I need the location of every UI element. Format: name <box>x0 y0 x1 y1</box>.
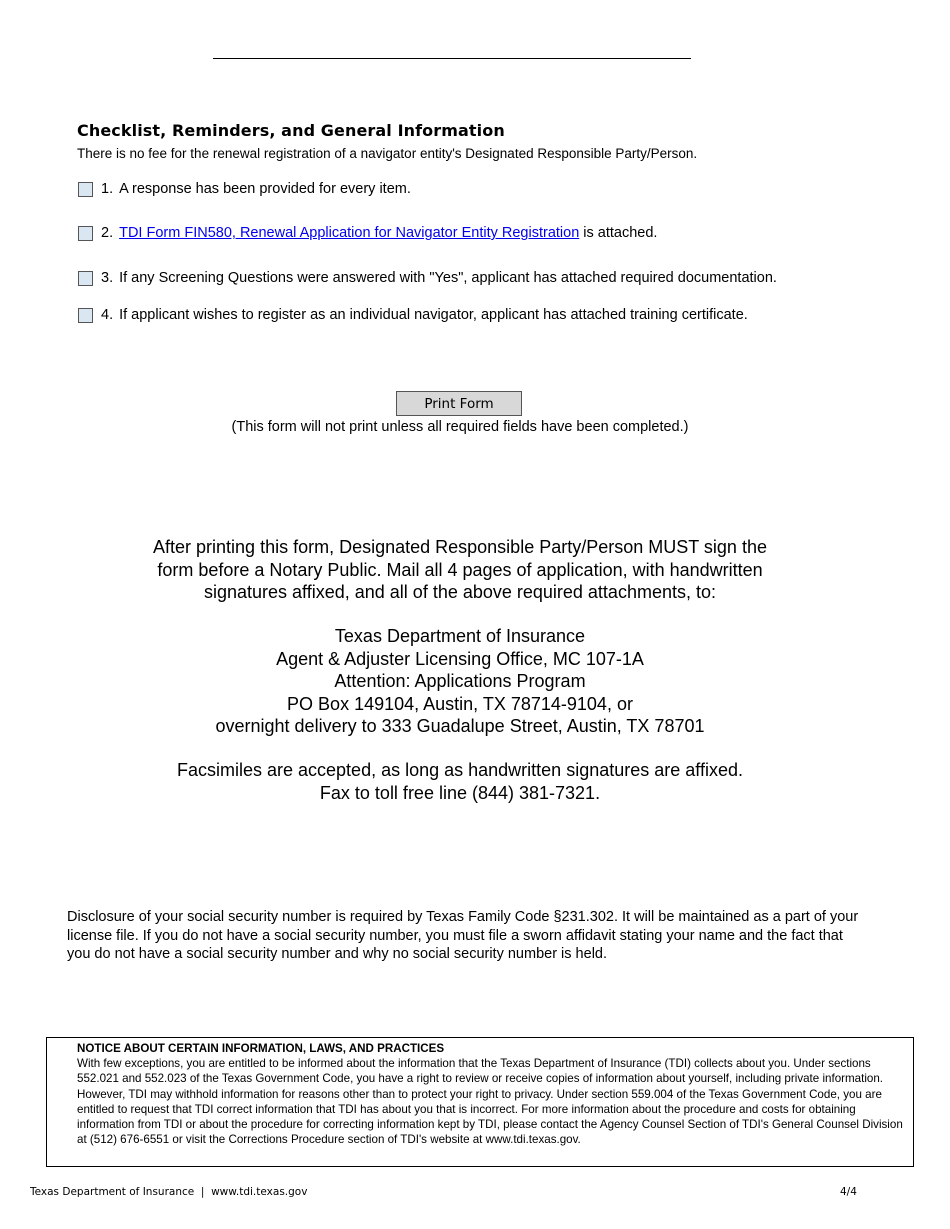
notice-body: With few exceptions, you are entitled to be informed about the information that the Texas Department of Insurance (TDI) collects about you. Under sections 552.021 and 552.023 of the Texas Government Code, you have a right to review or receive copies of information about yourself, including private information. However, TDI may withhold information for reasons other than to protect your right to privacy. Under section 559.004 of the Texas Government Code, you are entitled to request that TDI correct information that TDI has about you that is incorrect. For more information about the procedure and costs for obtaining information from TDI or about the procedure for correcting information kept by TDI, please contact the Agency Counsel Section of TDI's General Counsel Division at (512) 676-6551 or visit the Corrections Procedure section of TDI's website at www.tdi.texas.gov. <box>77 1057 903 1147</box>
checkbox-1[interactable] <box>78 182 93 197</box>
mailing-instructions <box>0 536 920 604</box>
address-line: overnight delivery to 333 Guadalupe Street, Austin, TX 78701 <box>215 716 705 736</box>
fax-line: Facsimiles are accepted, as long as handwritten signatures are affixed. <box>177 760 743 780</box>
address-line: Attention: Applications Program <box>334 671 586 691</box>
checklist-item-4 <box>78 305 748 325</box>
privacy-notice-box <box>46 1037 914 1167</box>
notice-title: NOTICE ABOUT CERTAIN INFORMATION, LAWS, AND PRACTICES <box>77 1042 445 1055</box>
checklist-item-3 <box>78 268 777 288</box>
ssn-disclosure: Disclosure of your social security number is required by Texas Family Code §231.302. It will be maintained as a part of your license file. If you do not have a social security number, you must file a sworn affidavit stating your name and the fact that you do not have a social security number and why no social security number is held. <box>67 909 859 962</box>
checkbox-3[interactable] <box>78 271 93 286</box>
fin580-form-link[interactable]: TDI Form FIN580, Renewal Application for Navigator Entity Registration <box>119 225 580 241</box>
item-number: 4. <box>101 307 114 323</box>
checklist-item-1 <box>78 179 411 199</box>
print-form-button[interactable]: Print Form <box>396 391 522 416</box>
item-number: 1. <box>101 181 114 197</box>
address-line: Agent & Adjuster Licensing Office, MC 107-1A <box>276 648 644 669</box>
checkbox-2[interactable] <box>78 226 93 241</box>
instruction-line: After printing this form, Designated Responsible Party/Person MUST sign the <box>153 537 767 557</box>
fax-line: Fax to toll free line (844) 381-7321. <box>319 782 601 803</box>
instruction-line: form before a Notary Public. Mail all 4 pages of application, with handwritten <box>157 559 763 580</box>
checklist-title: Checklist, Reminders, and General Information <box>77 121 505 140</box>
checkbox-4[interactable] <box>78 308 93 323</box>
print-note: (This form will not print unless all required fields have been completed.) <box>231 419 689 435</box>
checklist-subtitle: There is no fee for the renewal registration of a navigator entity's Designated Responsible Party/Person. <box>77 146 698 161</box>
address-line: Texas Department of Insurance <box>334 626 586 646</box>
mailing-address <box>0 625 920 738</box>
footer-agency: Texas Department of Insurance | www.tdi.texas.gov <box>30 1186 308 1198</box>
fax-info <box>0 759 920 804</box>
instruction-line: signatures affixed, and all of the above required attachments, to: <box>204 582 716 602</box>
item-number: 3. <box>101 270 114 286</box>
item-text: A response has been provided for every item. <box>119 181 411 197</box>
item-text: If applicant wishes to register as an individual navigator, applicant has attached training certificate. <box>119 307 748 323</box>
footer-page-number: 4/4 <box>840 1186 857 1198</box>
checklist-item-2 <box>78 223 657 243</box>
address-line: PO Box 149104, Austin, TX 78714-9104, or <box>287 693 633 714</box>
item-text: If any Screening Questions were answered with "Yes", applicant has attached required documentation. <box>119 270 777 286</box>
top-divider <box>213 58 691 59</box>
item-number: 2. <box>101 225 114 241</box>
item-text: is attached. <box>579 225 658 241</box>
